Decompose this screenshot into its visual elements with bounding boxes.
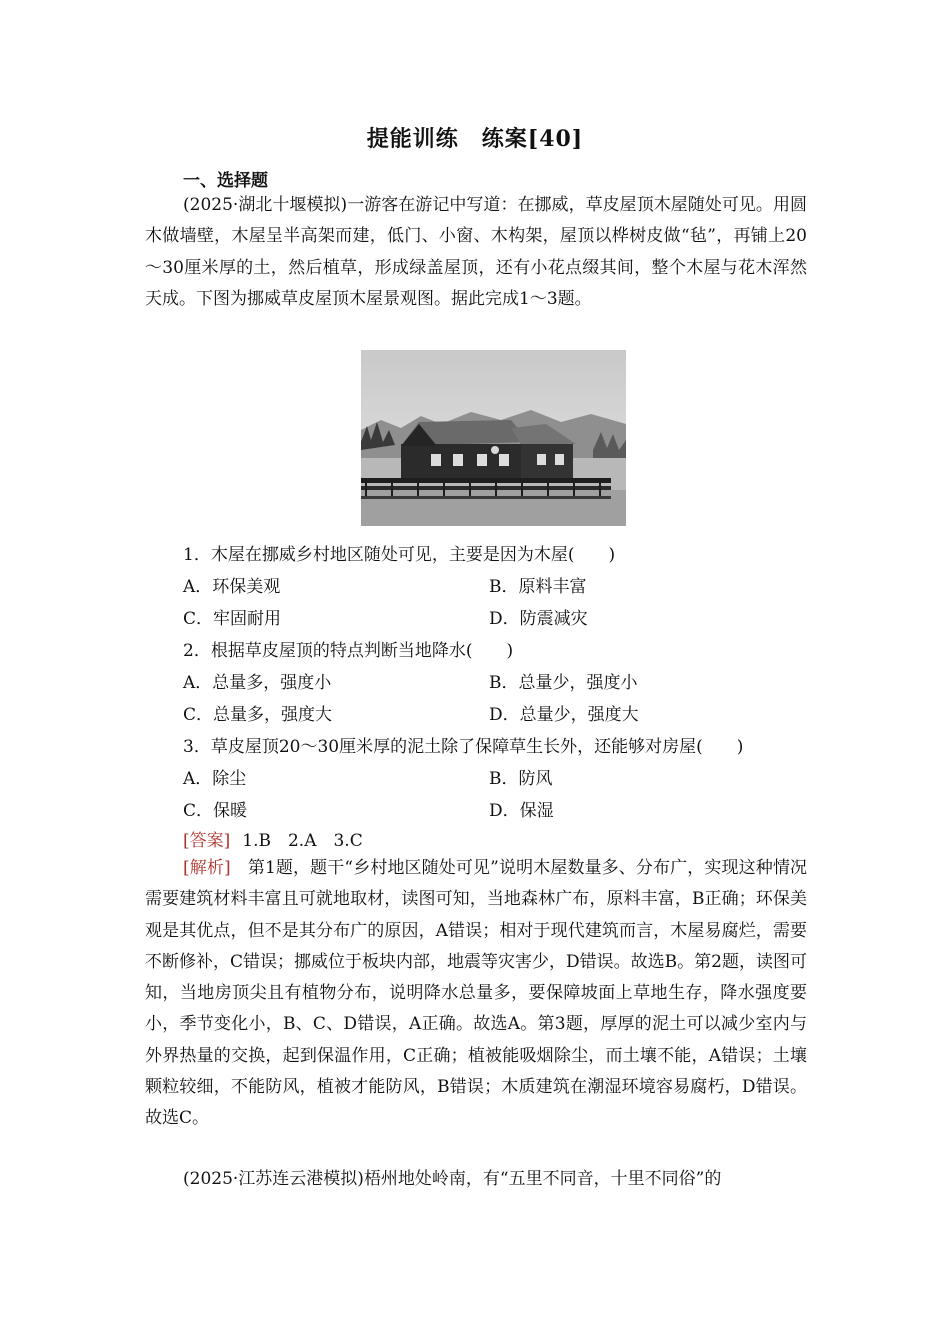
question-1-option-b: B．原料丰富 — [489, 577, 587, 597]
question-3-option-d: D．保湿 — [489, 801, 554, 821]
question-3-stem: 3．草皮屋顶20～30厘米厚的泥土除了保障草生长外，还能够对房屋( ) — [183, 737, 744, 757]
question-1-stem: 1．木屋在挪威乡村地区随处可见，主要是因为木屋( ) — [183, 545, 616, 565]
question-1-option-a: A．环保美观 — [183, 577, 281, 597]
analysis-text: 第1题，题干“乡村地区随处可见”说明木屋数量多、分布广，实现这种情况需要建筑材料丰富且可就地取材，读图可知，当地森林广布，原料丰富，B正确；环保美观是其优点，但不是其分布广的原因，A错误；相对于现代建筑而言，木屋易腐烂，需要不断修补，C错误；挪威位于板块内部，地震等灾害少，D错误。故选B。第2题，读图可知，当地房顶尖且有植物分布，说明降水总量多，要保障坡面上草地生存，降水强度要小，季节变化小，B、C、D错误，A正确。故选A。第3题，厚厚的泥土可以减少室内与外界热量的交换，起到保温作用，C正确；植被能吸烟除尘，而土壤不能，A错误；土壤颗粒较细，不能防风，植被才能防风，B错误；木质建筑在潮湿环境容易腐朽，D错误。故选C。 — [145, 858, 807, 1129]
norway-grass-roof-cabin-photo — [361, 350, 626, 526]
analysis-label: [解析] — [183, 858, 231, 878]
answer-label: [答案] — [183, 831, 231, 851]
answer-values: 1.B 2.A 3.C — [242, 831, 363, 851]
question-3-option-c: C．保暖 — [183, 801, 248, 821]
intro-text: 一游客在游记中写道：在挪威，草皮屋顶木屋随处可见。用圆木做墙壁，木屋呈半高架而建，低门、小窗、木构架，屋顶以桦树皮做“毡”，再铺上20～30厘米厚的土，然后植草，形成绿盖屋顶，还有小花点缀其间，整个木屋与花木浑然天成。下图为挪威草皮屋顶木屋景观图。据此完成1～3题。 — [145, 195, 807, 309]
page-title: 提能训练 练案[40] — [366, 126, 584, 152]
question-2-stem: 2．根据草皮屋顶的特点判断当地降水( ) — [183, 641, 514, 661]
next-intro-paragraph — [145, 1164, 807, 1195]
question-2-option-a: A．总量多，强度小 — [183, 673, 332, 693]
intro-source: (2025·湖北十堰模拟) — [183, 195, 348, 215]
question-3-option-a: A．除尘 — [183, 769, 247, 789]
question-3-option-b: B．防风 — [489, 769, 553, 789]
section-heading: 一、选择题 — [183, 171, 268, 191]
question-1-option-d: D．防震减灾 — [489, 609, 588, 629]
question-1-option-c: C．牢固耐用 — [183, 609, 282, 629]
answer-line — [183, 826, 363, 851]
cabin-photo-svg — [361, 350, 626, 526]
next-intro-source: (2025·江苏连云港模拟) — [183, 1169, 364, 1189]
intro-paragraph — [145, 190, 807, 315]
next-intro-text: 梧州地处岭南，有“五里不同音，十里不同俗”的 — [363, 1169, 722, 1189]
analysis-paragraph — [145, 853, 807, 1135]
question-2-option-c: C．总量多，强度大 — [183, 705, 333, 725]
question-2-option-b: B．总量少，强度小 — [489, 673, 638, 693]
question-2-option-d: D．总量少，强度大 — [489, 705, 639, 725]
